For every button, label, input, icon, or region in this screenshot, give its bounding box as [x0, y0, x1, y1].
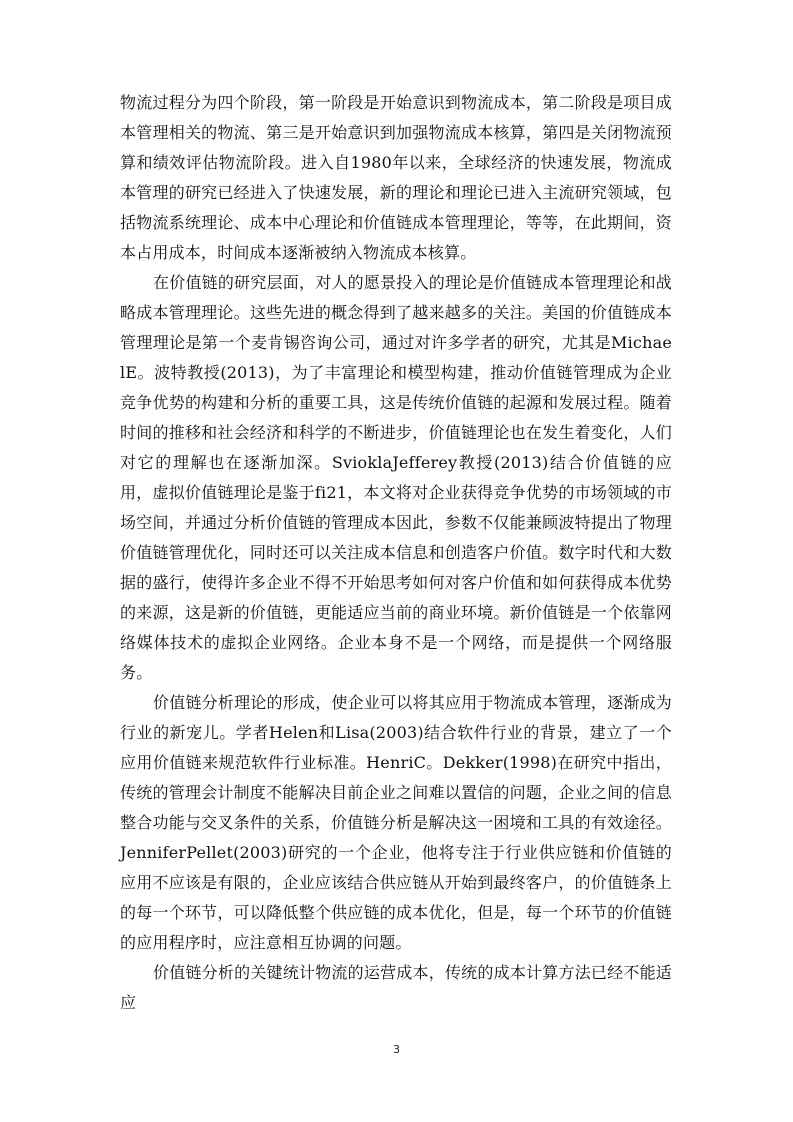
page-number: 3	[393, 1043, 400, 1056]
paragraph-logistics-stages: 物流过程分为四个阶段，第一阶段是开始意识到物流成本，第二阶段是项目成本管理相关的物流、第三是开始意识到加强物流成本核算，第四是关闭物流预算和绩效评估物流阶段。进入自1980年以来，全球经济的快速发展，物流成本管理的研究已经进入了快速发展，新的理论和理论已进入主流研究领域，包括物流系统理论、成本中心理论和价值链成本管理理论，等等，在此期间，资本占用成本，时间成本逐渐被纳入物流成本核算。	[120, 93, 672, 262]
document-body	[120, 88, 672, 1018]
paragraph-value-chain-research: 在价值链的研究层面，对人的愿景投入的理论是价值链成本管理理论和战略成本管理理论。这些先进的概念得到了越来越多的关注。美国的价值链成本管理理论是第一个麦肯锡咨询公司，通过对许多学者的研究，尤其是MichaelE。波特教授(2013)，为了丰富理论和模型构建，推动价值链管理成为企业竞争优势的构建和分析的重要工具，这是传统价值链的起源和发展过程。随着时间的推移和社会经济和科学的不断进步，价值链理论也在发生着变化，人们对它的理解也在逐渐加深。SvioklaJefferey教授(2013)结合价值链的应用，虚拟价值链理论是鉴于fi21，本文将对企业获得竞争优势的市场领域的市场空间，并通过分析价值链的管理成本因此，参数不仅能兼顾波特提出了物理价值链管理优化，同时还可以关注成本信息和创造客户价值。数字时代和大数据的盛行，使得许多企业不得不开始思考如何对客户价值和如何获得成本优势的来源，这是新的价值链，更能适应当前的商业环境。新价值链是一个依靠网络媒体技术的虚拟企业网络。企业本身不是一个网络，而是提供一个网络服务。	[120, 273, 672, 682]
paragraph-value-chain-analysis-theory: 价值链分析理论的形成，使企业可以将其应用于物流成本管理，逐渐成为行业的新宠儿。学者Helen和Lisa(2003)结合软件行业的背景，建立了一个应用价值链来规范软件行业标准。HenriC。Dekker(1998)在研究中指出，传统的管理会计制度不能解决目前企业之间难以置信的问题，企业之间的信息整合功能与交叉条件的关系，价值链分析是解决这一困境和工具的有效途径。JenniferPellet(2003)研究的一个企业，他将专注于行业供应链和价值链的应用不应该是有限的，企业应该结合供应链从开始到最终客户，的价值链条上的每一个环节，可以降低整个供应链的成本优化，但是，每一个环节的价值链的应用程序时，应注意相互协调的问题。	[120, 693, 672, 952]
paragraph-value-chain-key-statistics: 价值链分析的关键统计物流的运营成本，传统的成本计算方法已经不能适应	[120, 963, 672, 1012]
